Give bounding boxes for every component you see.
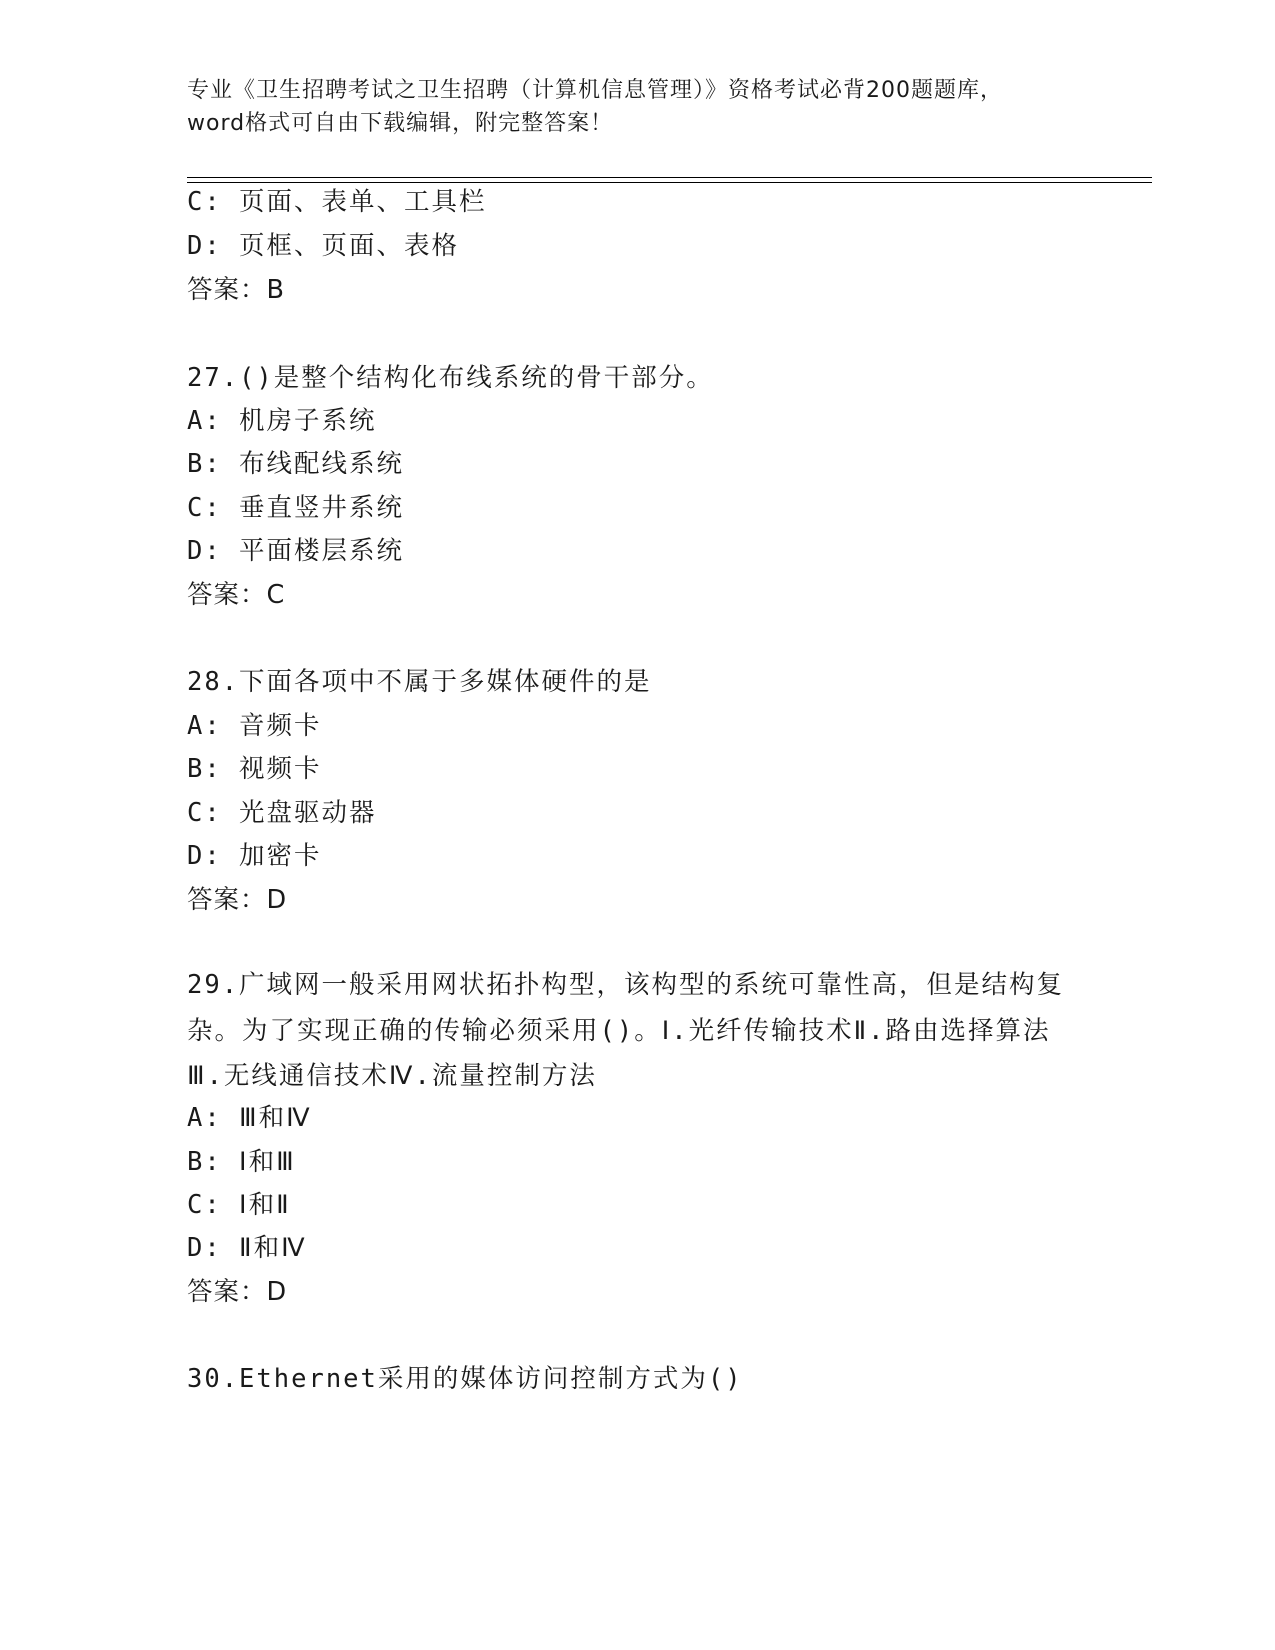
q29-option-a: A: Ⅲ和Ⅳ xyxy=(187,1103,312,1133)
q29-option-b: B: Ⅰ和Ⅲ xyxy=(187,1147,296,1177)
q27-answer: 答案：C xyxy=(187,580,286,610)
q28-option-b: B: 视频卡 xyxy=(187,754,322,784)
q29-question: 29.广域网一般采用网状拓扑构型，该构型的系统可靠性高，但是结构复杂。为了实现正确的传输必须采用()。Ⅰ.光纤传输技术Ⅱ.路由选择算法Ⅲ.无线通信技术Ⅳ.流量控制方法 xyxy=(187,970,1065,1091)
q28-option-c: C: 光盘驱动器 xyxy=(187,798,377,828)
document-header xyxy=(187,74,1087,140)
q27-option-a: A: 机房子系统 xyxy=(187,406,377,436)
q28-answer: 答案：D xyxy=(187,885,288,915)
q28-option-a: A: 音频卡 xyxy=(187,711,322,741)
prev-answer: 答案：B xyxy=(187,275,285,305)
prev-option-d: D: 页框、页面、表格 xyxy=(187,231,460,261)
prev-option-c: C: 页面、表单、工具栏 xyxy=(187,187,487,217)
q28-question: 28.下面各项中不属于多媒体硬件的是 xyxy=(187,667,652,697)
q30-question: 30.Ethernet采用的媒体访问控制方式为() xyxy=(187,1364,743,1394)
header-divider-bottom xyxy=(187,182,1152,183)
header-line-2: word格式可自由下载编辑，附完整答案！ xyxy=(187,111,614,136)
header-line-1: 专业《卫生招聘考试之卫生招聘（计算机信息管理）》资格考试必背200题题库， xyxy=(187,78,1003,103)
q27-option-b: B: 布线配线系统 xyxy=(187,449,405,479)
q29-option-c: C: Ⅰ和Ⅱ xyxy=(187,1190,291,1220)
q27-option-d: D: 平面楼层系统 xyxy=(187,536,405,566)
q28-option-d: D: 加密卡 xyxy=(187,841,322,871)
header-divider-top xyxy=(187,177,1152,178)
q29-option-d: D: Ⅱ和Ⅳ xyxy=(187,1233,307,1263)
q27-question: 27.()是整个结构化布线系统的骨干部分。 xyxy=(187,363,714,393)
q29-answer: 答案：D xyxy=(187,1277,288,1307)
q27-option-c: C: 垂直竖井系统 xyxy=(187,493,405,523)
